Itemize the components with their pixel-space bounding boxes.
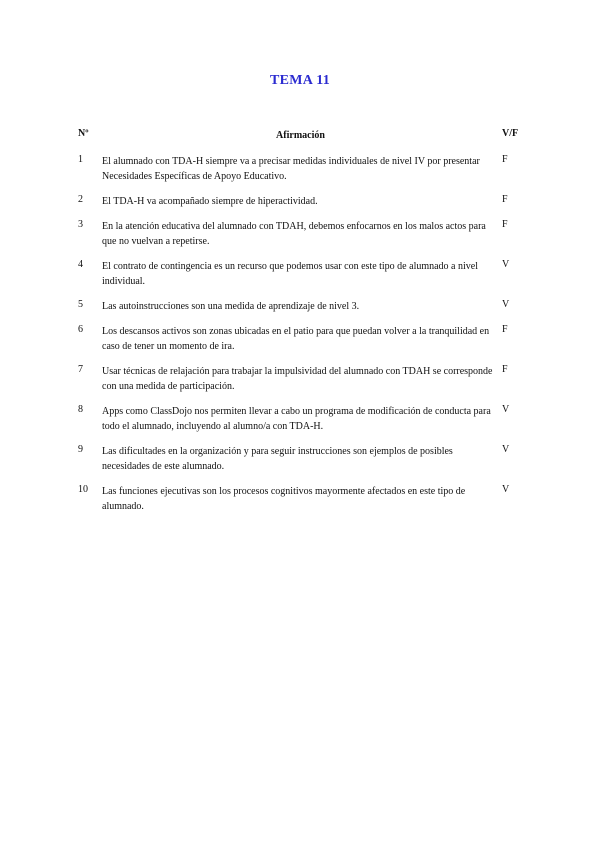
table-row — [78, 404, 528, 434]
row-answer: V — [502, 484, 510, 495]
row-number: 1 — [78, 154, 83, 165]
row-number: 8 — [78, 404, 83, 415]
statements-table — [78, 128, 528, 524]
row-answer: F — [502, 219, 508, 230]
row-statement: El TDA-H va acompañado siempre de hiperactividad. — [102, 196, 318, 207]
table-row — [78, 219, 528, 249]
table-header — [78, 128, 528, 142]
row-answer: V — [502, 444, 510, 455]
table-row — [78, 259, 528, 289]
row-answer: V — [502, 404, 510, 415]
row-number: 9 — [78, 444, 83, 455]
row-number: 3 — [78, 219, 83, 230]
table-row — [78, 324, 528, 354]
table-row — [78, 364, 528, 394]
row-number: 5 — [78, 299, 83, 310]
row-answer: V — [502, 299, 510, 310]
row-number: 6 — [78, 324, 83, 335]
row-number: 2 — [78, 194, 83, 205]
row-number: 7 — [78, 364, 83, 375]
row-number: 4 — [78, 259, 83, 270]
row-statement: Las autoinstrucciones son una medida de aprendizaje de nivel 3. — [102, 301, 360, 312]
header-number: Nº — [78, 128, 89, 139]
row-answer: F — [502, 154, 508, 165]
row-statement: Las funciones ejecutivas son los procesos cognitivos mayormente afectados en este tipo de alumnado. — [102, 486, 466, 512]
row-statement: El alumnado con TDA-H siempre va a precisar medidas individuales de nivel IV por presentar Necesidades Específicas de Apoyo Educativo. — [102, 156, 480, 182]
table-row — [78, 299, 528, 314]
header-answer: V/F — [502, 128, 519, 139]
row-statement: En la atención educativa del alumnado con TDAH, debemos enfocarnos en los malos actos para que no vuelvan a repetirse. — [102, 221, 486, 247]
row-statement: Apps como ClassDojo nos permiten llevar a cabo un programa de modificación de conducta para todo el alumnado, incluyendo al alumno/a con TDA-H. — [102, 406, 491, 432]
row-answer: F — [502, 364, 508, 375]
row-statement: Las dificultades en la organización y para seguir instrucciones son ejemplos de posibles necesidades de este alumnado. — [102, 446, 453, 472]
row-number: 10 — [78, 484, 88, 495]
row-answer: F — [502, 324, 508, 335]
row-answer: F — [502, 194, 508, 205]
table-row — [78, 194, 528, 209]
header-statement: Afirmación — [276, 130, 325, 141]
row-answer: V — [502, 259, 510, 270]
table-row — [78, 444, 528, 474]
row-statement: Usar técnicas de relajación para trabajar la impulsividad del alumnado con TDAH se corresponde con una medida de participación. — [102, 366, 493, 392]
table-row — [78, 484, 528, 514]
row-statement: Los descansos activos son zonas ubicadas en el patio para que puedan volver a la tranquilidad en caso de tener un momento de ira. — [102, 326, 490, 352]
row-statement: El contrato de contingencia es un recurso que podemos usar con este tipo de alumnado a nivel individual. — [102, 261, 478, 287]
table-row — [78, 154, 528, 184]
document-title: TEMA 11 — [269, 73, 331, 88]
